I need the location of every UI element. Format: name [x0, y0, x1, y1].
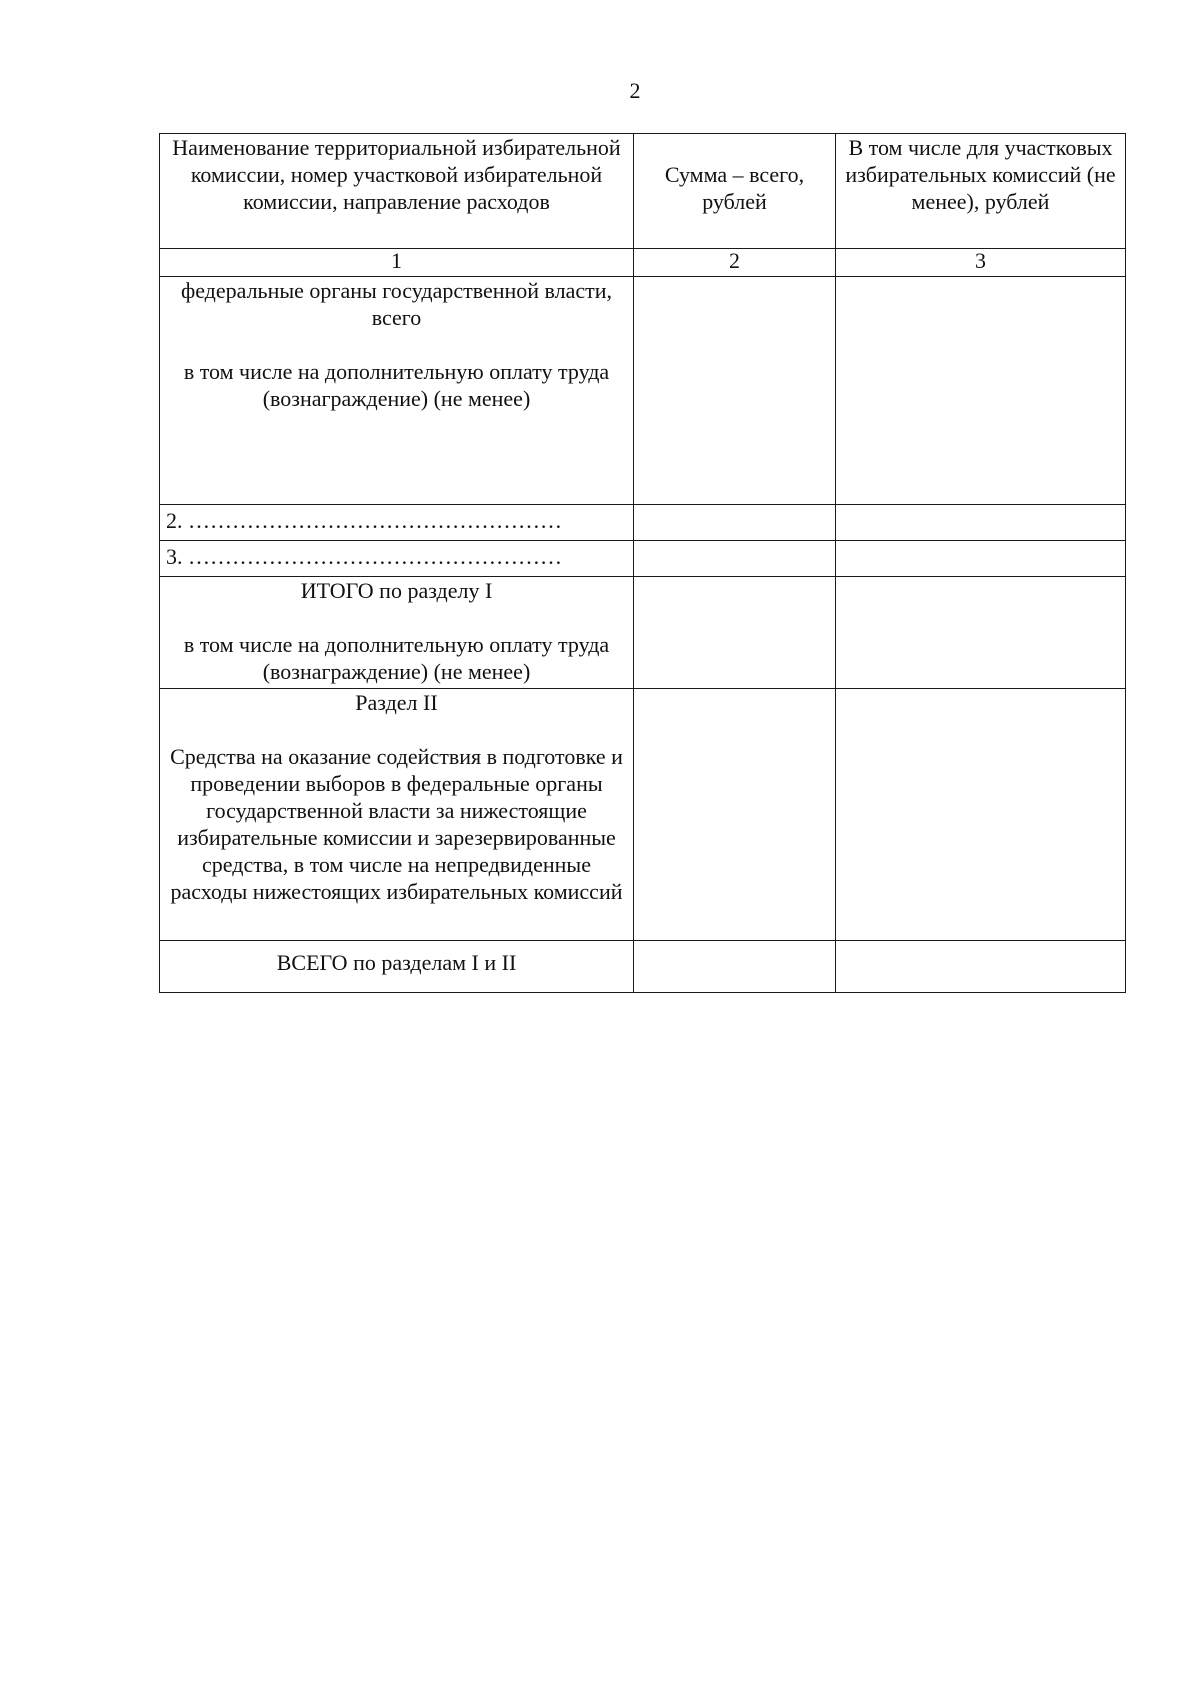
header-col2 — [634, 134, 836, 249]
table-row — [160, 541, 1126, 577]
table-row — [160, 505, 1126, 541]
empty-cell — [634, 577, 836, 689]
empty-cell — [836, 505, 1126, 541]
section1-total-cell — [160, 577, 634, 689]
empty-cell — [836, 941, 1126, 993]
federal-cell — [160, 277, 634, 505]
expense-table — [159, 133, 1126, 993]
section1-total-label: ИТОГО по разделу I — [300, 578, 493, 603]
header-col1: Наименование территориальной избирательной комиссии, номер участковой избирательной комиссии, направление расходов — [160, 134, 634, 249]
empty-cell — [634, 505, 836, 541]
empty-cell — [836, 689, 1126, 941]
page-number: 2 — [629, 78, 641, 103]
grand-total-label: ВСЕГО по разделам I и II — [160, 941, 634, 993]
header-col2-text: Сумма – всего, рублей — [664, 162, 805, 214]
column-number-1: 1 — [160, 249, 634, 277]
empty-cell — [836, 541, 1126, 577]
table-row — [160, 577, 1126, 689]
column-number-3: 3 — [836, 249, 1126, 277]
header-col3: В том числе для участковых избирательных комиссий (не менее), рублей — [836, 134, 1126, 249]
spacer — [166, 331, 627, 358]
table-row — [160, 689, 1126, 941]
item-2-label: 2. …………………………………………… — [160, 505, 634, 541]
section1-wage-label: в том числе на дополнительную оплату труда (вознаграждение) (не менее) — [183, 632, 610, 684]
section2-description: Средства на оказание содействия в подготовке и проведении выборов в федеральные органы государственной власти за нижестоящие избирательные комиссии и зарезервированные средства, в том числе на непредвиденные расходы нижестоящих избирательных комиссий — [170, 744, 623, 904]
column-numbers-row — [160, 249, 1126, 277]
column-number-2: 2 — [634, 249, 836, 277]
table-row — [160, 277, 1126, 505]
spacer — [166, 716, 627, 743]
empty-cell — [836, 277, 1126, 505]
section2-title: Раздел II — [355, 690, 438, 715]
table-header-row — [160, 134, 1126, 249]
empty-cell — [634, 689, 836, 941]
spacer — [166, 604, 627, 631]
empty-cell — [634, 941, 836, 993]
section2-cell — [160, 689, 634, 941]
empty-cell — [634, 541, 836, 577]
empty-cell — [836, 577, 1126, 689]
empty-cell — [634, 277, 836, 505]
federal-wage-label: в том числе на дополнительную оплату труда (вознаграждение) (не менее) — [183, 359, 610, 411]
item-3-label: 3. …………………………………………… — [160, 541, 634, 577]
table-row — [160, 941, 1126, 993]
federal-total-label: федеральные органы государственной власти, всего — [180, 278, 613, 330]
